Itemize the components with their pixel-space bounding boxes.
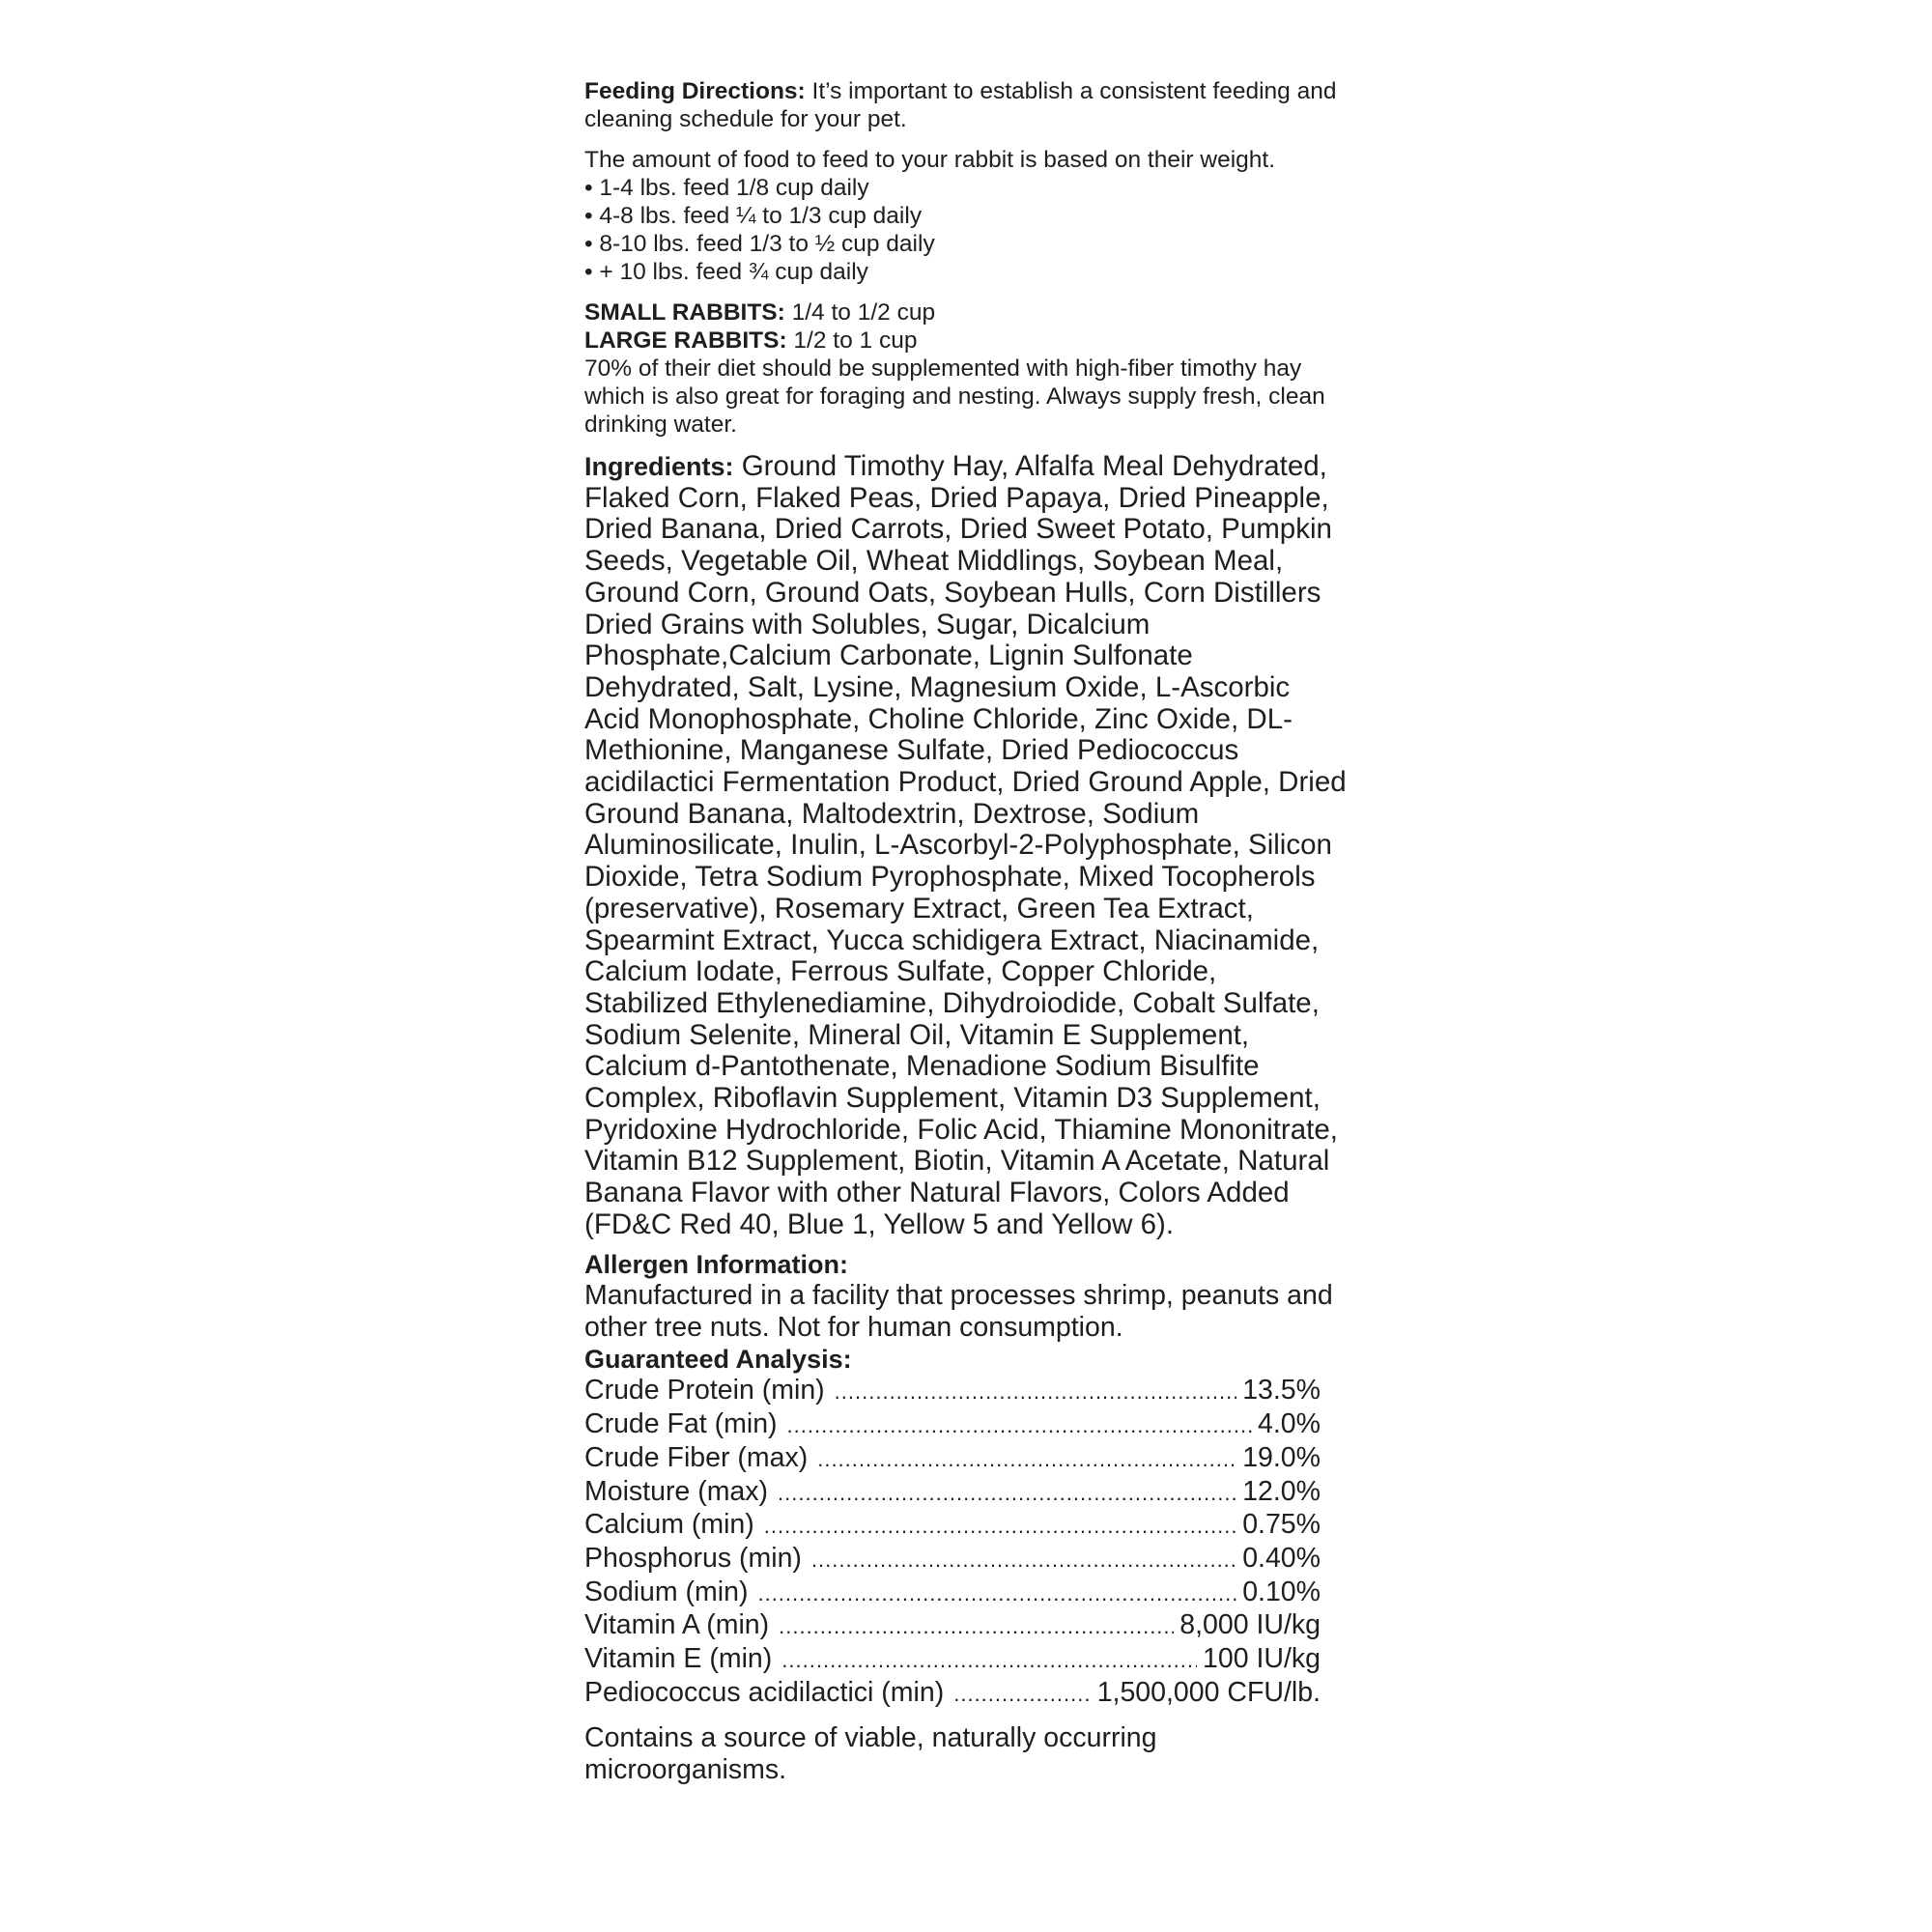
leader-dots xyxy=(778,1478,1236,1510)
analysis-nutrient: Calcium (min) xyxy=(584,1509,754,1541)
weight-bullet: • + 10 lbs. feed ¾ cup daily xyxy=(584,259,868,285)
large-rabbits-amount: 1/2 to 1 cup xyxy=(786,327,918,354)
feeding-directions-text: It’s important to establish a consistent feeding and cleaning schedule for your pet. xyxy=(584,78,1337,132)
weight-bullet: • 1-4 lbs. feed 1/8 cup daily xyxy=(584,175,869,201)
weight-bullet: • 4-8 lbs. feed ¼ to 1/3 cup daily xyxy=(584,203,923,229)
analysis-value: 12.0% xyxy=(1242,1475,1321,1507)
ingredients-text: Ground Timothy Hay, Alfalfa Meal Dehydrated, Flaked Corn, Flaked Peas, Dried Papaya, Dried Pineapple, Dried Banana, Dried Carrots, Dried Sweet Potato, Pumpkin Seeds, Vegetable Oil, Wheat Middlings, Soybean Meal, Ground Corn, Ground Oats, Soybean Hulls, Corn Distillers Dried Grains with Solubles, Sugar, Dicalcium Phosphate,Calcium Carbonate, Lignin Sulfonate Dehydrated, Salt, Lysine, Magnesium Oxide, L-Ascorbic Acid Monophosphate, Choline Chloride, Zinc Oxide, DL-Methionine, Manganese Sulfate, Dried Pediococcus acidilactici Fermentation Product, Dried Ground Apple, Dried Ground Banana, Maltodextrin, Dextrose, Sodium Aluminosilicate, Inulin, L-Ascorbyl-2-Polyphosphate, Silicon Dioxide, Tetra Sodium Pyrophosphate, Mixed Tocopherols (preservative), Rosemary Extract, Green Tea Extract, Spearmint Extract, Yucca schidigera Extract, Niacinamide, Calcium Iodate, Ferrous Sulfate, Copper Chloride, Stabilized Ethylenediamine, Dihydroiodide, Cobalt Sulfate, Sodium Selenite, Mineral Oil, Vitamin E Supplement, Calcium d-Pantothenate, Menadione Sodium Bisulfite Complex, Riboflavin Supplement, Vitamin D3 Supplement, Pyridoxine Hydrochloride, Folic Acid, Thiamine Mononitrate, Vitamin B12 Supplement, Biotin, Vitamin A Acetate, Natural Banana Flavor with other Natural Flavors, Colors Added (FD&C Red 40, Blue 1, Yellow 5 and Yellow 6). xyxy=(584,450,1347,1240)
analysis-row xyxy=(584,1577,1321,1610)
analysis-value: 19.0% xyxy=(1242,1441,1321,1473)
analysis-value: 13.5% xyxy=(1242,1375,1321,1406)
small-rabbits-amount: 1/4 to 1/2 cup xyxy=(784,299,936,326)
allergen-heading: Allergen Information: xyxy=(584,1249,849,1279)
analysis-value: 0.40% xyxy=(1242,1542,1321,1574)
analysis-row xyxy=(584,1677,1321,1711)
leader-dots xyxy=(953,1679,1091,1711)
ingredients-heading: Ingredients: xyxy=(584,452,734,481)
analysis-value: 1,500,000 CFU/lb. xyxy=(1096,1676,1321,1708)
leader-dots xyxy=(817,1444,1236,1476)
large-rabbits-label: LARGE RABBITS: xyxy=(584,327,787,354)
analysis-row xyxy=(584,1476,1321,1510)
leader-dots xyxy=(779,1611,1174,1643)
feeding-directions-heading: Feeding Directions: xyxy=(584,78,806,104)
small-rabbits-line xyxy=(584,298,1348,327)
analysis-nutrient: Moisture (max) xyxy=(584,1475,769,1507)
analysis-value: 8,000 IU/kg xyxy=(1179,1609,1321,1641)
leader-dots xyxy=(764,1511,1236,1543)
leader-dots xyxy=(811,1545,1236,1577)
guaranteed-analysis-heading: Guaranteed Analysis: xyxy=(584,1344,852,1374)
supplement-text: 70% of their diet should be supplemented with high-fiber timothy hay which is also great for foraging and nesting. Always supply fresh, clean drinking water. xyxy=(584,355,1325,438)
analysis-nutrient: Vitamin E (min) xyxy=(584,1643,773,1675)
analysis-nutrient: Pediococcus acidilactici (min) xyxy=(584,1676,945,1708)
analysis-nutrient: Vitamin A (min) xyxy=(584,1609,770,1641)
weight-intro: The amount of food to feed to your rabbit is based on their weight. xyxy=(584,147,1276,173)
leader-dots xyxy=(787,1410,1252,1442)
allergen-text: Manufactured in a facility that processes shrimp, peanuts and other tree nuts. Not for human consumption. xyxy=(584,1280,1333,1343)
product-label-panel xyxy=(584,77,1348,1813)
feeding-directions xyxy=(584,77,1348,133)
analysis-value: 0.75% xyxy=(1242,1509,1321,1541)
analysis-nutrient: Crude Fat (min) xyxy=(584,1408,778,1440)
analysis-value: 100 IU/kg xyxy=(1203,1643,1321,1675)
analysis-row xyxy=(584,1408,1321,1442)
weight-bullet: • 8-10 lbs. feed 1/3 to ½ cup daily xyxy=(584,231,935,257)
analysis-value: 0.10% xyxy=(1242,1576,1321,1607)
large-rabbits-line xyxy=(584,327,1348,355)
analysis-value: 4.0% xyxy=(1258,1408,1321,1440)
analysis-row xyxy=(584,1609,1321,1643)
leader-dots xyxy=(757,1578,1236,1610)
guaranteed-analysis-table xyxy=(584,1375,1321,1710)
analysis-row xyxy=(584,1509,1321,1543)
contains-note: Contains a source of viable, naturally occurring microorganisms. xyxy=(584,1722,1157,1786)
small-rabbits-label: SMALL RABBITS: xyxy=(584,299,785,326)
leader-dots xyxy=(781,1645,1197,1677)
leader-dots xyxy=(835,1377,1237,1408)
analysis-nutrient: Phosphorus (min) xyxy=(584,1542,802,1574)
analysis-nutrient: Crude Protein (min) xyxy=(584,1375,825,1406)
analysis-row xyxy=(584,1643,1321,1677)
weight-bullet-list xyxy=(584,174,1348,286)
analysis-row xyxy=(584,1375,1321,1408)
analysis-nutrient: Sodium (min) xyxy=(584,1576,749,1607)
analysis-row xyxy=(584,1543,1321,1577)
analysis-nutrient: Crude Fiber (max) xyxy=(584,1441,809,1473)
analysis-row xyxy=(584,1442,1321,1476)
ingredients-block xyxy=(584,451,1348,1241)
